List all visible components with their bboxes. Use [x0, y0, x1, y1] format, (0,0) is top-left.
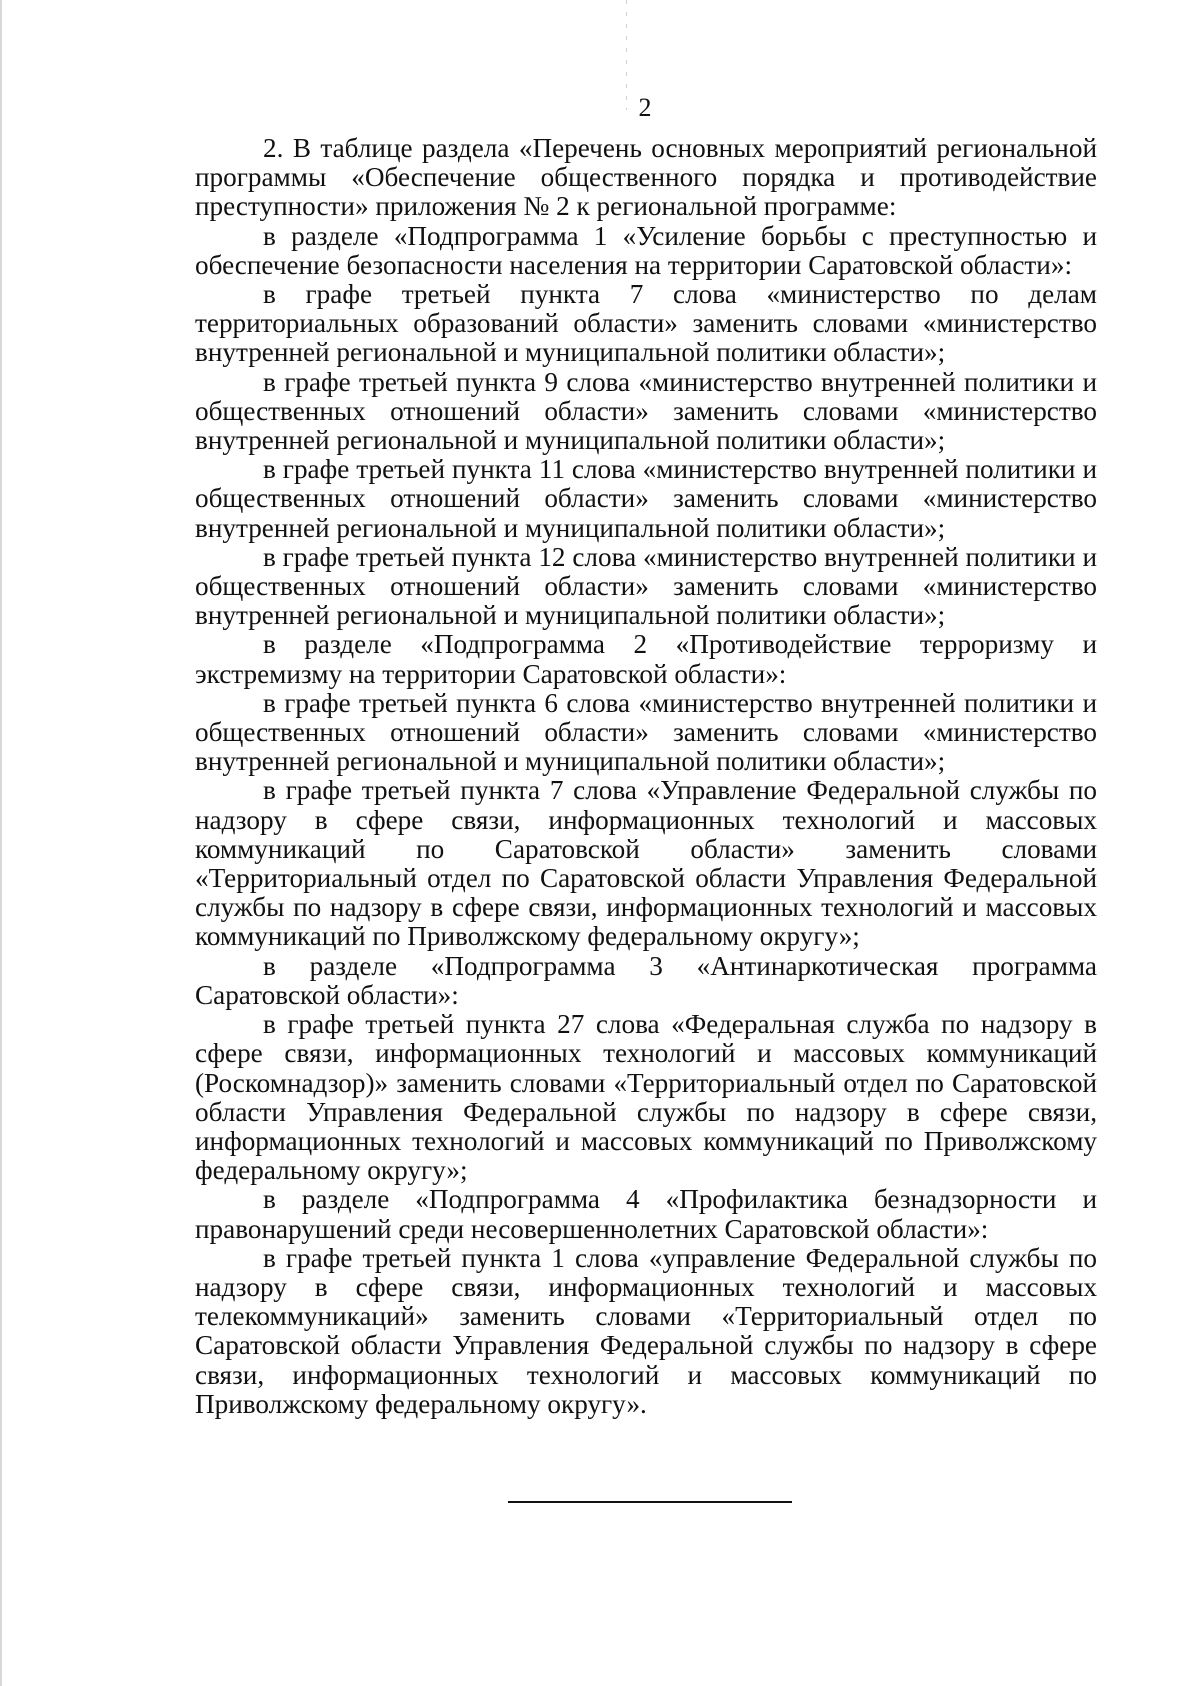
paragraph-7: в разделе «Подпрограмма 2 «Противодействие терроризму и экстремизму на территории Саратовской области»:: [195, 629, 1097, 689]
paragraph-1: 2. В таблице раздела «Перечень основных мероприятий региональной программы «Обеспечение общественного порядка и противодействие преступности» приложения № 2 к региональной программе:: [195, 133, 1097, 222]
paragraph-6: в графе третьей пункта 12 слова «министерство внутренней политики и общественных отношений области» заменить словами «министерство внутренней региональной и муниципальной политики области»;: [195, 541, 1097, 631]
paragraph-12: в разделе «Подпрограмма 4 «Профилактика безнадзорности и правонарушений среди несовершеннолетних Саратовской области»:: [195, 1184, 1097, 1244]
paragraph-13: в графе третьей пункта 1 слова «управление Федеральной службы по надзору в сфере связи, информационных технологий и массовых телекоммуникаций» заменить словами «Территориальный отдел по Саратовской области Управления Федеральной службы по надзору в сфере связи, информационных технологий и массовых коммуникаций по Приволжскому федеральному округу».: [195, 1242, 1097, 1419]
paragraph-9: в графе третьей пункта 7 слова «Управление Федеральной службы по надзору в сфере связи, информационных технологий и массовых коммуникаций по Саратовской области» заменить словами «Территориальный отдел по Саратовской области Управления Федеральной службы по надзору в сфере связи, информационных технологий и массовых коммуникаций по Приволжскому федеральному округу»;: [195, 775, 1097, 952]
paragraph-2: в разделе «Подпрограмма 1 «Усиление борьбы с преступностью и обеспечение безопасности населения на территории Саратовской области»:: [195, 220, 1097, 280]
paragraph-3: в графе третьей пункта 7 слова «министерство по делам территориальных образований области» заменить словами «министерство внутренней региональной и муниципальной политики области»;: [195, 279, 1097, 368]
paragraph-8: в графе третьей пункта 6 слова «министерство внутренней политики и общественных отношений области» заменить словами «министерство внутренней региональной и муниципальной политики области»;: [195, 687, 1097, 777]
paragraph-10: в разделе «Подпрограмма 3 «Антинаркотическая программа Саратовской области»:: [195, 950, 1097, 1010]
page-number: 2: [638, 93, 652, 122]
paragraph-5: в графе третьей пункта 11 слова «министерство внутренней политики и общественных отношений области» заменить словами «министерство внутренней региональной и муниципальной политики области»;: [195, 454, 1097, 543]
document-body: [195, 134, 1097, 1419]
paragraph-4: в графе третьей пункта 9 слова «министерство внутренней политики и общественных отношений области» заменить словами «министерство внутренней региональной и муниципальной политики области»;: [195, 366, 1097, 456]
end-rule: [508, 1501, 792, 1503]
scan-edge: [0, 0, 2, 1686]
paragraph-11: в графе третьей пункта 27 слова «Федеральная служба по надзору в сфере связи, информационных технологий и массовых коммуникаций (Роскомнадзор)» заменить словами «Территориальный отдел по Саратовской области Управления Федеральной службы по надзору в сфере связи, информационных технологий и массовых коммуникаций по Приволжскому федеральному округу»;: [195, 1009, 1097, 1186]
